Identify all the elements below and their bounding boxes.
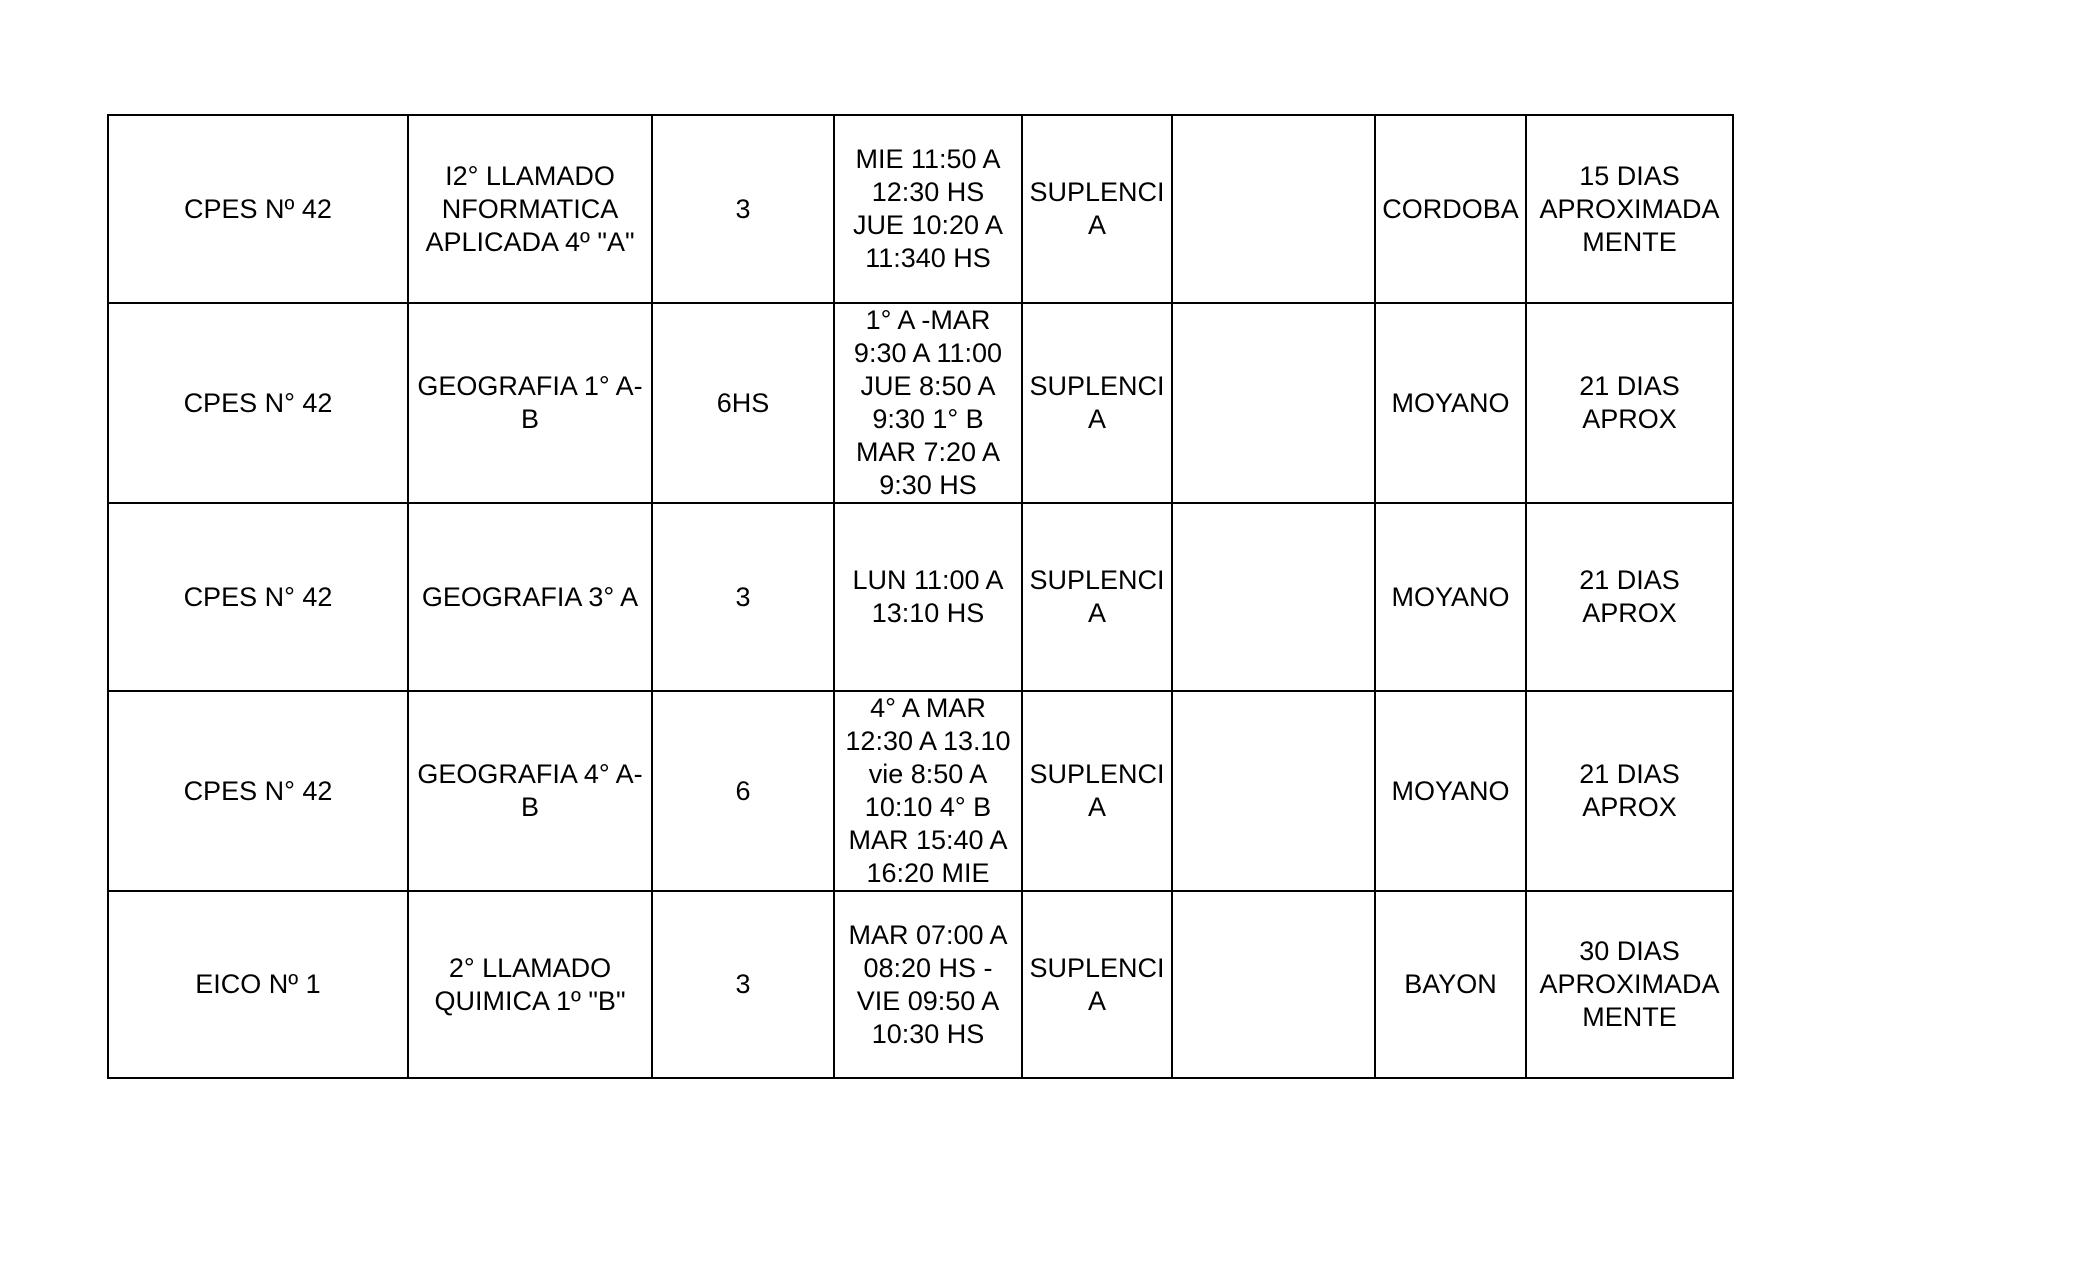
table-row (108, 891, 1733, 1078)
location-cell: BAYON (1375, 891, 1526, 1078)
duration-cell: 21 DIAS APROX (1526, 303, 1733, 503)
school-cell: EICO Nº 1 (108, 891, 408, 1078)
hours-cell: 3 (652, 503, 834, 691)
location-cell: MOYANO (1375, 303, 1526, 503)
schedule-cell: LUN 11:00 A 13:10 HS (834, 503, 1022, 691)
hours-cell: 6 (652, 691, 834, 891)
vacancies-table (107, 114, 1734, 1079)
location-cell: MOYANO (1375, 691, 1526, 891)
subject-cell: 2° LLAMADO QUIMICA 1º "B" (408, 891, 652, 1078)
location-cell: MOYANO (1375, 503, 1526, 691)
type-cell: SUPLENCI A (1022, 303, 1172, 503)
location-cell: CORDOBA (1375, 115, 1526, 303)
type-cell: SUPLENCI A (1022, 503, 1172, 691)
hours-cell: 6HS (652, 303, 834, 503)
hours-cell: 3 (652, 115, 834, 303)
type-cell: SUPLENCI A (1022, 115, 1172, 303)
duration-cell: 30 DIAS APROXIMADA MENTE (1526, 891, 1733, 1078)
table-row (108, 503, 1733, 691)
subject-cell: I2° LLAMADO NFORMATICA APLICADA 4º "A" (408, 115, 652, 303)
extra-cell (1172, 691, 1375, 891)
hours-cell: 3 (652, 891, 834, 1078)
duration-cell: 15 DIAS APROXIMADA MENTE (1526, 115, 1733, 303)
school-cell: CPES N° 42 (108, 691, 408, 891)
type-cell: SUPLENCI A (1022, 691, 1172, 891)
table-row (108, 691, 1733, 891)
schedule-cell: MAR 07:00 A 08:20 HS - VIE 09:50 A 10:30 HS (834, 891, 1022, 1078)
type-cell: SUPLENCI A (1022, 891, 1172, 1078)
subject-cell: GEOGRAFIA 1° A- B (408, 303, 652, 503)
school-cell: CPES N° 42 (108, 303, 408, 503)
extra-cell (1172, 303, 1375, 503)
table-row (108, 303, 1733, 503)
school-cell: CPES Nº 42 (108, 115, 408, 303)
extra-cell (1172, 115, 1375, 303)
extra-cell (1172, 891, 1375, 1078)
duration-cell: 21 DIAS APROX (1526, 503, 1733, 691)
schedule-cell: 4° A MAR 12:30 A 13.10 vie 8:50 A 10:10 4° B MAR 15:40 A 16:20 MIE (834, 691, 1022, 891)
school-cell: CPES N° 42 (108, 503, 408, 691)
duration-cell: 21 DIAS APROX (1526, 691, 1733, 891)
schedule-cell: 1° A -MAR 9:30 A 11:00 JUE 8:50 A 9:30 1° B MAR 7:20 A 9:30 HS (834, 303, 1022, 503)
subject-cell: GEOGRAFIA 3° A (408, 503, 652, 691)
schedule-cell: MIE 11:50 A 12:30 HS JUE 10:20 A 11:340 HS (834, 115, 1022, 303)
extra-cell (1172, 503, 1375, 691)
subject-cell: GEOGRAFIA 4° A- B (408, 691, 652, 891)
table-row (108, 115, 1733, 303)
